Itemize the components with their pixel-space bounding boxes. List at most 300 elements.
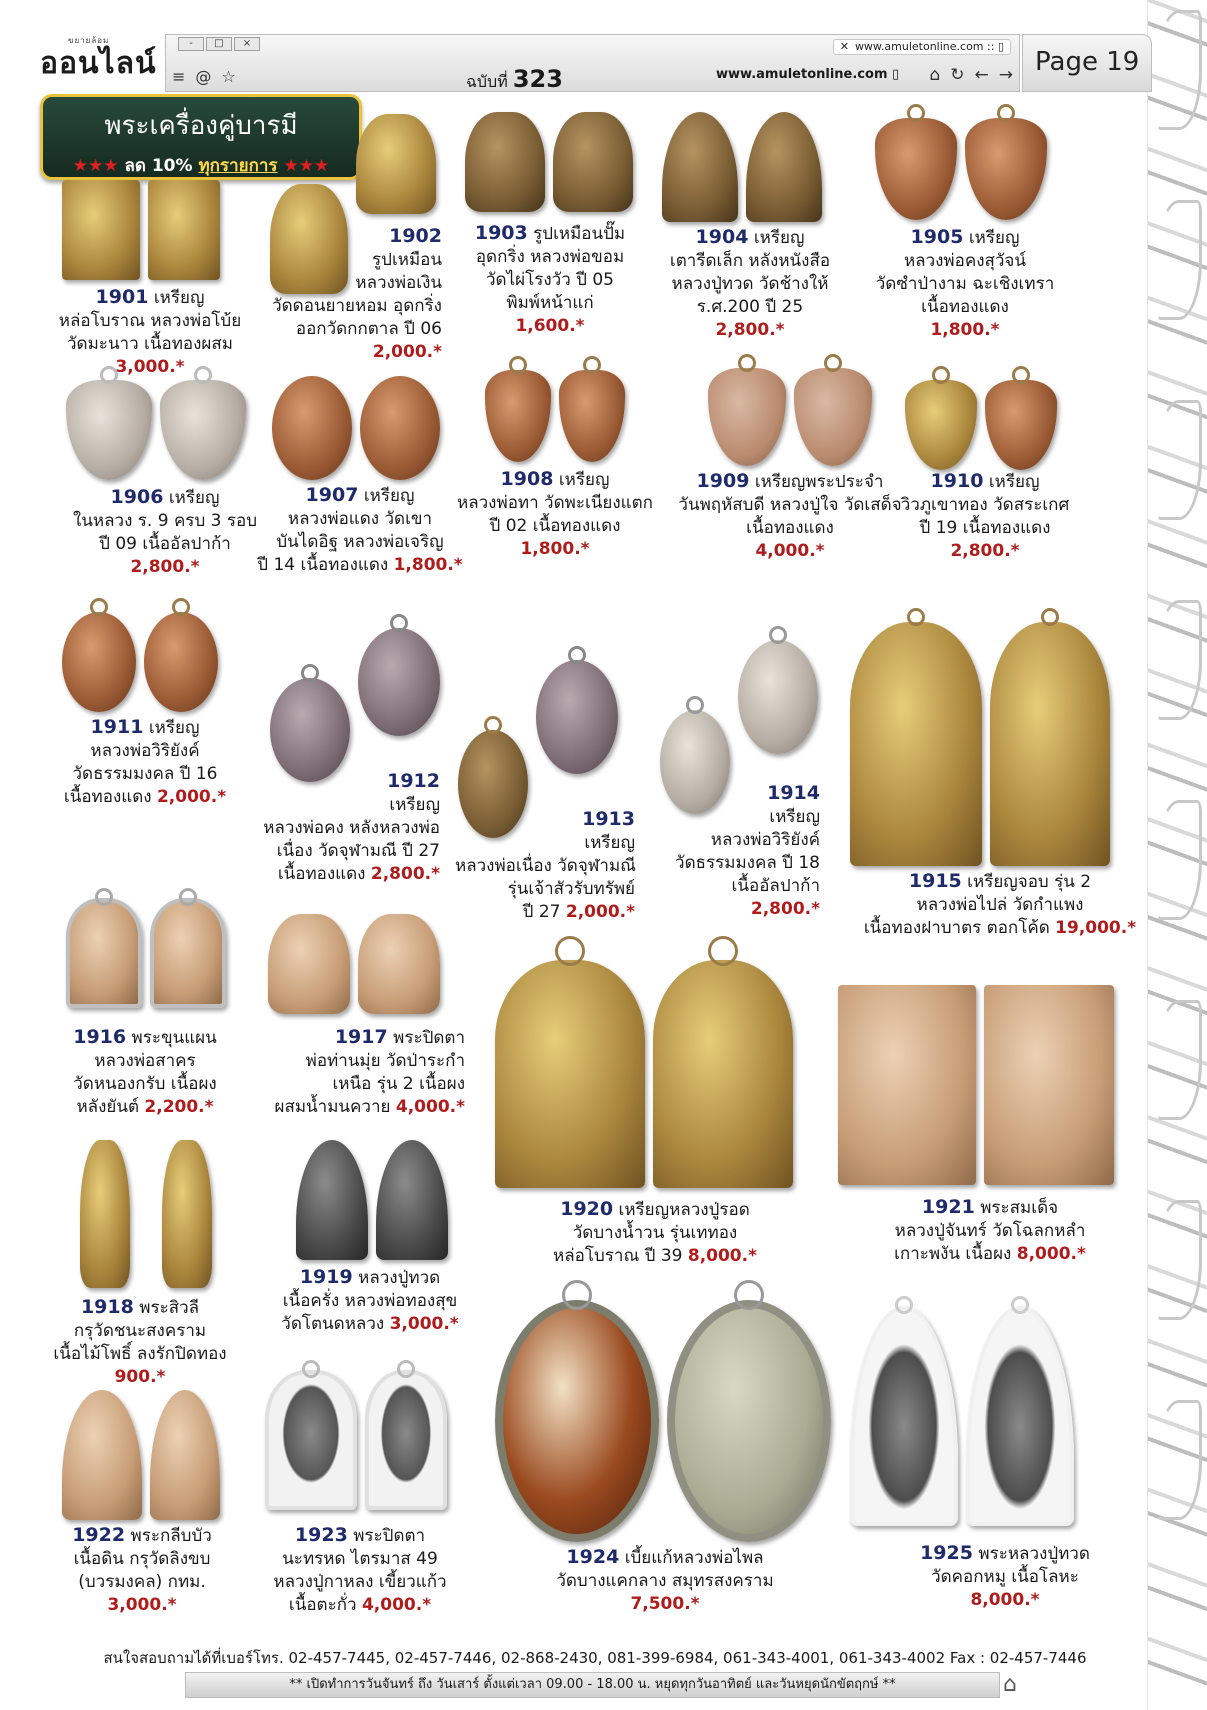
item-caption xyxy=(905,1542,1105,1612)
amulet-photos xyxy=(850,1306,1074,1526)
item-line: เกาะพงัน เนื้อผง xyxy=(894,1244,1012,1264)
item-caption xyxy=(42,1524,242,1617)
hanging-loop xyxy=(179,888,197,906)
item-line: หลวงพ่อทา วัดพะเนียงแตก xyxy=(457,493,653,513)
item-number: 1912 xyxy=(387,770,440,792)
item-line: เนื้อทองแดง xyxy=(746,518,834,538)
item-line: หลวงพ่อคง หลังหลวงพ่อ xyxy=(263,818,440,838)
address-bar[interactable] xyxy=(716,67,899,82)
amulet-front xyxy=(465,112,545,212)
hanging-loop xyxy=(397,1360,415,1378)
item-line: เหรียญจอบ รุ่น 2 xyxy=(967,872,1092,892)
amulet-photos xyxy=(265,1370,447,1510)
item-number: 1915 xyxy=(908,870,962,892)
promo-discount: ลด 10% xyxy=(124,156,193,176)
item-price: 1,600.* xyxy=(515,316,585,336)
promo-title: พระเครื่องคู่บารมี xyxy=(104,111,298,141)
item-line: เหรียญ xyxy=(584,833,635,853)
item-number: 1920 xyxy=(560,1198,614,1220)
amulet-back xyxy=(738,640,818,754)
item-line: วัดมะนาว เนื้อทองผสม xyxy=(67,334,233,354)
item-number: 1924 xyxy=(566,1546,620,1568)
amulet-back xyxy=(794,368,872,466)
hanging-loop xyxy=(555,936,585,966)
item-price: 2,800.* xyxy=(370,864,440,884)
amulet-photos xyxy=(465,112,633,212)
item-line: วัดบางน้ำวน รุ่นเททอง xyxy=(572,1223,738,1243)
stars-decoration: ★★★ xyxy=(283,156,330,176)
amulet-photos xyxy=(850,622,1110,866)
item-line: ผสมน้ำมนควาย xyxy=(274,1097,391,1117)
hanging-loop xyxy=(932,366,950,384)
item-number: 1906 xyxy=(110,486,164,508)
item-line: เหรียญ xyxy=(363,486,415,506)
home-icon[interactable]: ⌂ xyxy=(929,65,941,85)
item-line: อุดกริ่ง หลวงพ่อขอม xyxy=(475,247,625,267)
item-line: หลวงปู่ทวด วัดช้างให้ xyxy=(671,274,829,294)
item-price: 2,000.* xyxy=(372,342,442,362)
item-line: หลวงปู่กาหลง เขี้ยวแก้ว xyxy=(273,1572,447,1592)
item-line: เหรียญ xyxy=(148,718,200,738)
item-price: 1,800.* xyxy=(930,320,1000,340)
amulet-front xyxy=(296,1140,368,1260)
amulet-photos xyxy=(495,1300,831,1542)
close-button[interactable]: × xyxy=(234,37,260,51)
hanging-loop xyxy=(1012,366,1030,384)
item-caption xyxy=(860,226,1070,342)
item-price: 7,500.* xyxy=(630,1594,700,1614)
item-line: (บวรมงคล) กทม. xyxy=(78,1572,206,1592)
item-line: พระปิดตา xyxy=(353,1526,426,1546)
amulet-back xyxy=(150,1390,220,1520)
item-line: เหรียญ xyxy=(168,488,220,508)
item-caption xyxy=(250,1026,465,1119)
item-number: 1910 xyxy=(930,470,984,492)
amulet-back xyxy=(358,628,440,736)
business-hours: ** เปิดทำการวันจันทร์ ถึง วันเสาร์ ตั้งแต่เวลา 09.00 - 18.00 น. หยุดทุกวันอาทิตย์ และวันหยุดนักขัตฤกษ์ ** xyxy=(185,1672,1000,1698)
item-caption xyxy=(45,1026,245,1119)
item-line: หลวงพ่อวิริยังค์ xyxy=(90,741,200,761)
hanging-loop xyxy=(708,936,738,966)
item-line: วิวภูเขาทอง วัดสระเกศ xyxy=(900,495,1070,515)
stars-decoration: ★★★ xyxy=(72,156,119,176)
item-price: 1,800.* xyxy=(393,555,463,575)
amulet-photos xyxy=(66,898,226,1008)
page-number: Page 19 xyxy=(1022,34,1152,92)
item-line: เหรียญ xyxy=(153,288,205,308)
item-number: 1922 xyxy=(72,1524,126,1546)
swirl-ornament xyxy=(1156,600,1202,720)
item-number: 1921 xyxy=(921,1196,975,1218)
amulet-back xyxy=(365,1370,447,1510)
forward-icon[interactable]: → xyxy=(998,65,1013,85)
item-caption xyxy=(262,225,442,364)
item-number: 1919 xyxy=(299,1266,353,1288)
amulet-photos xyxy=(662,112,822,222)
swirl-ornament xyxy=(1156,400,1202,520)
swirl-ornament xyxy=(1156,1400,1202,1520)
hanging-loop xyxy=(824,354,842,372)
hanging-loop xyxy=(583,356,601,374)
window-controls xyxy=(178,37,260,51)
item-line: หลวงพ่อแดง วัดเขา xyxy=(287,509,433,529)
home-icon: ⌂ xyxy=(1003,1672,1017,1697)
item-line: หล่อโบราณ หลวงพ่อโบ้ย xyxy=(58,311,242,331)
at-icon[interactable]: @ xyxy=(195,67,212,86)
item-line: พระปิดตา xyxy=(393,1028,465,1048)
item-price: 2,000.* xyxy=(565,902,635,922)
item-line: พ่อท่านมุ่ย วัดป่าระกำ xyxy=(305,1051,465,1071)
item-line: พระกลีบบัว xyxy=(130,1526,212,1546)
amulet-photos xyxy=(62,180,220,280)
amulet-back xyxy=(144,612,218,712)
hanging-loop xyxy=(302,1360,320,1378)
amulet-back xyxy=(965,118,1047,220)
nav-icons xyxy=(929,65,1013,85)
item-line: หลวงปู่จันทร์ วัดโฉลกหลำ xyxy=(894,1221,1086,1241)
item-line: เหรียญหลวงปู่รอด xyxy=(618,1200,750,1220)
item-line: ออกวัดกกตาล ปี 06 xyxy=(295,319,442,339)
page-icon: ▯ xyxy=(892,67,900,82)
item-line: พิมพ์หน้าแก่ xyxy=(506,293,594,313)
star-icon[interactable]: ☆ xyxy=(221,67,236,86)
item-number: 1902 xyxy=(389,225,442,247)
item-price: 3,000.* xyxy=(389,1314,459,1334)
item-line: วัดไผ่โรงวัว ปี 05 xyxy=(486,270,614,290)
amulet-photos xyxy=(875,118,1047,220)
item-number: 1923 xyxy=(294,1524,348,1546)
item-price: 8,000.* xyxy=(970,1590,1040,1610)
amulet-back xyxy=(746,112,822,222)
hanging-loop xyxy=(907,608,925,626)
amulet-front xyxy=(905,380,977,470)
amulet-front xyxy=(272,376,352,480)
item-price: 3,000.* xyxy=(107,1595,177,1615)
amulet-front xyxy=(495,960,645,1188)
amulet-front xyxy=(62,180,140,280)
item-line: หลวงพ่อสาคร xyxy=(94,1051,196,1071)
item-line: เนื่อง วัดจุฬามณี ปี 27 xyxy=(276,841,440,861)
item-caption xyxy=(255,1524,465,1617)
item-line: หลวงพ่อคงสุวัจน์ xyxy=(903,251,1027,271)
amulet-photos xyxy=(272,376,440,480)
item-line: เนื้อครั่ง หลวงพ่อทองสุข xyxy=(282,1291,458,1311)
item-number: 1905 xyxy=(910,226,964,248)
item-number: 1925 xyxy=(920,1542,973,1564)
menu-icon[interactable]: ≡ xyxy=(172,67,186,86)
amulet-back xyxy=(984,985,1114,1185)
item-line: เนื้อทองฝาบาตร ตอกโค้ด xyxy=(863,918,1050,938)
amulet-back xyxy=(150,898,226,1008)
item-line: บันไดอิฐ หลวงพ่อเจริญ xyxy=(276,532,444,552)
issue-number xyxy=(466,65,563,95)
amulet-back xyxy=(990,622,1110,866)
item-line: เหรียญ xyxy=(389,795,440,815)
item-caption xyxy=(40,1296,240,1389)
item-line: ปี 14 เนื้อทองแดง xyxy=(257,555,389,575)
amulet-photos xyxy=(270,628,440,782)
hanging-loop xyxy=(1011,1296,1029,1314)
item-price: 8,000.* xyxy=(687,1246,757,1266)
item-line: เหรียญ xyxy=(753,228,805,248)
amulet-back xyxy=(148,180,220,280)
page-icon: ▯ xyxy=(997,40,1004,53)
amulet-photos xyxy=(838,985,1114,1185)
decorative-border xyxy=(1147,0,1207,1710)
issue-value: 323 xyxy=(512,65,563,93)
hanging-loop xyxy=(90,598,108,616)
amulet-photos xyxy=(62,1390,220,1520)
item-line: วัดโตนดหลวง xyxy=(281,1314,385,1334)
amulet-front xyxy=(80,1140,130,1288)
item-caption xyxy=(885,470,1085,563)
swirl-ornament xyxy=(1156,1000,1202,1120)
amulet-front xyxy=(495,1300,659,1542)
item-caption xyxy=(860,870,1140,940)
item-line: หล่อโบราณ ปี 39 xyxy=(553,1246,683,1266)
item-line: รูปเหมือน xyxy=(372,250,442,270)
item-line: ในหลวง ร. 9 ครบ 3 รอบ xyxy=(72,511,257,531)
hanging-loop xyxy=(568,646,586,664)
amulet-front xyxy=(875,118,957,220)
item-line: เนื้อตะกั่ว xyxy=(288,1595,357,1615)
hanging-loop xyxy=(738,354,756,372)
item-price: 2,800.* xyxy=(950,541,1020,561)
tab-url-text: www.amuletonline.com :: xyxy=(854,40,995,53)
amulet-back xyxy=(667,1300,831,1542)
toolbar xyxy=(172,67,236,86)
contact-info: สนใจสอบถามได้ที่เบอร์โทร. 02-457-7445, 02-457-7446, 02-868-2430, 081-399-6984, 061-343-4001, 061-343-4002 Fax : 02-457-7446 xyxy=(103,1649,1087,1667)
item-line: ปี 27 xyxy=(522,902,561,922)
item-caption xyxy=(650,226,850,342)
logo xyxy=(40,36,170,84)
item-caption xyxy=(450,222,650,338)
item-caption xyxy=(455,808,635,924)
amulet-photos xyxy=(708,368,872,466)
hanging-loop xyxy=(1041,608,1059,626)
amulet-back xyxy=(653,960,793,1188)
tab-url[interactable] xyxy=(833,39,1011,55)
item-caption xyxy=(525,1198,785,1268)
item-caption xyxy=(660,470,920,563)
amulet-front xyxy=(66,898,142,1008)
item-price: 8,000.* xyxy=(1016,1244,1086,1264)
issue-label: ฉบับที่ xyxy=(466,72,508,91)
item-line: นะทรหด ไตรมาส 49 xyxy=(282,1549,438,1569)
hanging-loop xyxy=(95,888,113,906)
amulet-front xyxy=(838,985,976,1185)
item-price: 2,800.* xyxy=(715,320,785,340)
item-line: ปี 19 เนื้อทองแดง xyxy=(919,518,1051,538)
amulet-back xyxy=(966,1306,1074,1526)
amulet-back xyxy=(985,380,1057,470)
item-number: 1909 xyxy=(696,470,750,492)
item-line: กรุวัดชนะสงคราม xyxy=(73,1321,207,1341)
item-price: 4,000.* xyxy=(395,1097,465,1117)
item-line: ปี 02 เนื้อทองแดง xyxy=(489,516,621,536)
amulet-front xyxy=(268,914,350,1014)
amulet-front xyxy=(66,380,152,480)
amulet-back xyxy=(356,114,436,214)
swirl-ornament xyxy=(1156,200,1202,320)
refresh-icon[interactable]: ↻ xyxy=(950,65,965,85)
item-number: 1918 xyxy=(80,1296,134,1318)
item-line: เตารีดเล็ก หลังหนังสือ xyxy=(669,251,831,271)
swirl-ornament xyxy=(1156,10,1202,130)
item-number: 1916 xyxy=(73,1026,127,1048)
item-line: วัดซำป่างาม ฉะเชิงเทรา xyxy=(875,274,1055,294)
item-number: 1911 xyxy=(90,716,144,738)
amulet-photos xyxy=(268,914,440,1014)
amulet-photos xyxy=(485,370,625,462)
item-line: พระหลวงปู่ทวด xyxy=(978,1544,1090,1564)
amulet-photos xyxy=(62,612,218,712)
item-line: เหรียญ xyxy=(769,807,820,827)
item-line: วัดดอนยายหอม อุดกริ่ง xyxy=(272,296,442,316)
item-price: 19,000.* xyxy=(1055,918,1137,938)
amulet-photos xyxy=(905,380,1057,470)
hanging-loop xyxy=(997,104,1015,122)
promo-all-items: ทุกรายการ xyxy=(198,156,278,176)
item-line: หลวงพ่อไปล่ วัดกำแพง xyxy=(916,895,1084,915)
item-caption xyxy=(255,484,465,577)
amulet-back xyxy=(559,370,625,462)
logo-tagline: ขยายล้อม xyxy=(68,36,110,45)
item-line: เนื้อทองแดง xyxy=(63,787,152,807)
item-number: 1913 xyxy=(582,808,635,830)
hanging-loop xyxy=(390,614,408,632)
item-line: เนื้อทองแดง xyxy=(921,297,1009,317)
amulet-back xyxy=(553,112,633,212)
amulet-front xyxy=(265,1370,357,1510)
item-line: ร.ศ.200 ปี 25 xyxy=(696,297,804,317)
item-line: พระสมเด็จ xyxy=(980,1198,1059,1218)
item-number: 1914 xyxy=(767,782,820,804)
item-line: วันพฤหัสบดี หลวงปู่ใจ วัดเสด็จ xyxy=(678,495,902,515)
amulet-back xyxy=(376,1140,448,1260)
item-caption xyxy=(45,716,245,809)
hanging-loop xyxy=(509,356,527,374)
swirl-ornament xyxy=(1156,1200,1202,1320)
item-line: เหรียญ xyxy=(988,472,1040,492)
hanging-loop xyxy=(301,664,319,682)
item-caption xyxy=(455,468,655,561)
item-caption xyxy=(245,770,440,886)
item-line: เนื้อทองแดง xyxy=(277,864,366,884)
hanging-loop xyxy=(734,1280,764,1310)
item-line: เนื้อดิน กรุวัดลิงขบ xyxy=(73,1549,211,1569)
item-line: วัดบางแคกลาง สมุทรสงคราม xyxy=(556,1571,774,1591)
amulet-photos xyxy=(80,1140,212,1288)
amulet-back xyxy=(536,660,618,774)
hanging-loop xyxy=(484,716,502,734)
item-line: ปี 09 เนื้ออัลปาก้า xyxy=(99,534,231,554)
back-icon[interactable]: ← xyxy=(974,65,989,85)
item-line: หลวงปู่ทวด xyxy=(358,1268,441,1288)
item-number: 1901 xyxy=(95,286,149,308)
amulet-photos xyxy=(296,1140,448,1260)
item-number: 1908 xyxy=(500,468,554,490)
maximize-button[interactable]: □ xyxy=(206,37,232,51)
item-line: เหรียญ xyxy=(968,228,1020,248)
amulet-photos xyxy=(66,380,246,480)
item-line: วัดหนองกรับ เนื้อผง xyxy=(73,1074,217,1094)
item-line: เหรียญ xyxy=(558,470,610,490)
item-number: 1907 xyxy=(305,484,359,506)
hanging-loop xyxy=(172,598,190,616)
item-price: 1,800.* xyxy=(520,539,590,559)
item-line: เบี้ยแก้หลวงพ่อไพล xyxy=(624,1548,764,1568)
item-caption xyxy=(660,782,820,921)
item-line: หลังยันต์ xyxy=(76,1097,139,1117)
item-line: วัดธรรมมงคล ปี 18 xyxy=(675,853,820,873)
item-number: 1917 xyxy=(334,1026,388,1048)
item-caption xyxy=(270,1266,470,1336)
minimize-button[interactable]: - xyxy=(178,37,204,51)
swirl-ornament xyxy=(1156,800,1202,920)
item-price: 2,800.* xyxy=(130,557,200,577)
hanging-loop xyxy=(895,1296,913,1314)
amulet-front xyxy=(62,612,136,712)
item-caption xyxy=(40,286,260,379)
item-line: วัดคอกหมู เนื้อโลหะ xyxy=(931,1567,1079,1587)
item-price: 4,000.* xyxy=(361,1595,432,1615)
item-price: 4,000.* xyxy=(755,541,825,561)
amulet-back xyxy=(160,380,246,480)
item-line: เนื้ออัลปาก้า xyxy=(731,876,820,896)
item-line: พระขุนแผน xyxy=(131,1028,217,1048)
hanging-loop xyxy=(562,1280,592,1310)
item-number: 1903 xyxy=(474,222,528,244)
item-line: รูปเหมือนปั๊ม xyxy=(533,224,626,244)
item-number: 1904 xyxy=(695,226,749,248)
item-caption xyxy=(530,1546,800,1616)
item-caption xyxy=(860,1196,1120,1266)
item-line: วัดธรรมมงคล ปี 16 xyxy=(72,764,218,784)
item-price: 900.* xyxy=(114,1367,166,1387)
logo-text: ออนไลน์ xyxy=(40,46,157,81)
amulet-front xyxy=(850,622,982,866)
hanging-loop xyxy=(769,626,787,644)
item-line: พระสิวลี xyxy=(139,1298,200,1318)
item-price: 2,200.* xyxy=(144,1097,214,1117)
amulet-front xyxy=(662,112,738,222)
item-line: รุ่นเจ้าสัวรับทรัพย์ xyxy=(507,879,635,899)
hanging-loop xyxy=(686,696,704,714)
amulet-back xyxy=(162,1140,212,1288)
item-line: เหนือ รุ่น 2 เนื้อผง xyxy=(332,1074,465,1094)
item-price: 3,000.* xyxy=(115,357,185,377)
amulet-back xyxy=(360,376,440,480)
close-tab-icon[interactable]: ✕ xyxy=(839,40,849,53)
hanging-loop xyxy=(907,104,925,122)
hanging-loop xyxy=(194,366,212,384)
item-caption xyxy=(55,486,275,579)
browser-frame xyxy=(165,34,1020,92)
address-text: www.amuletonline.com xyxy=(716,67,888,82)
item-line: หลวงพ่อวิริยังค์ xyxy=(710,830,820,850)
amulet-front xyxy=(485,370,551,462)
item-line: เนื้อไม้โพธิ์ ลงรักปิดทอง xyxy=(53,1344,227,1364)
item-line: เหรียญพระประจำ xyxy=(754,472,884,492)
item-price: 2,800.* xyxy=(750,899,820,919)
hanging-loop xyxy=(100,366,118,384)
amulet-front xyxy=(62,1390,142,1520)
amulet-back xyxy=(358,914,440,1014)
item-line: หลวงพ่อเงิน xyxy=(355,273,442,293)
item-line: หลวงพ่อเนื่อง วัดจุฬามณี xyxy=(455,856,636,876)
amulet-front xyxy=(708,368,786,466)
